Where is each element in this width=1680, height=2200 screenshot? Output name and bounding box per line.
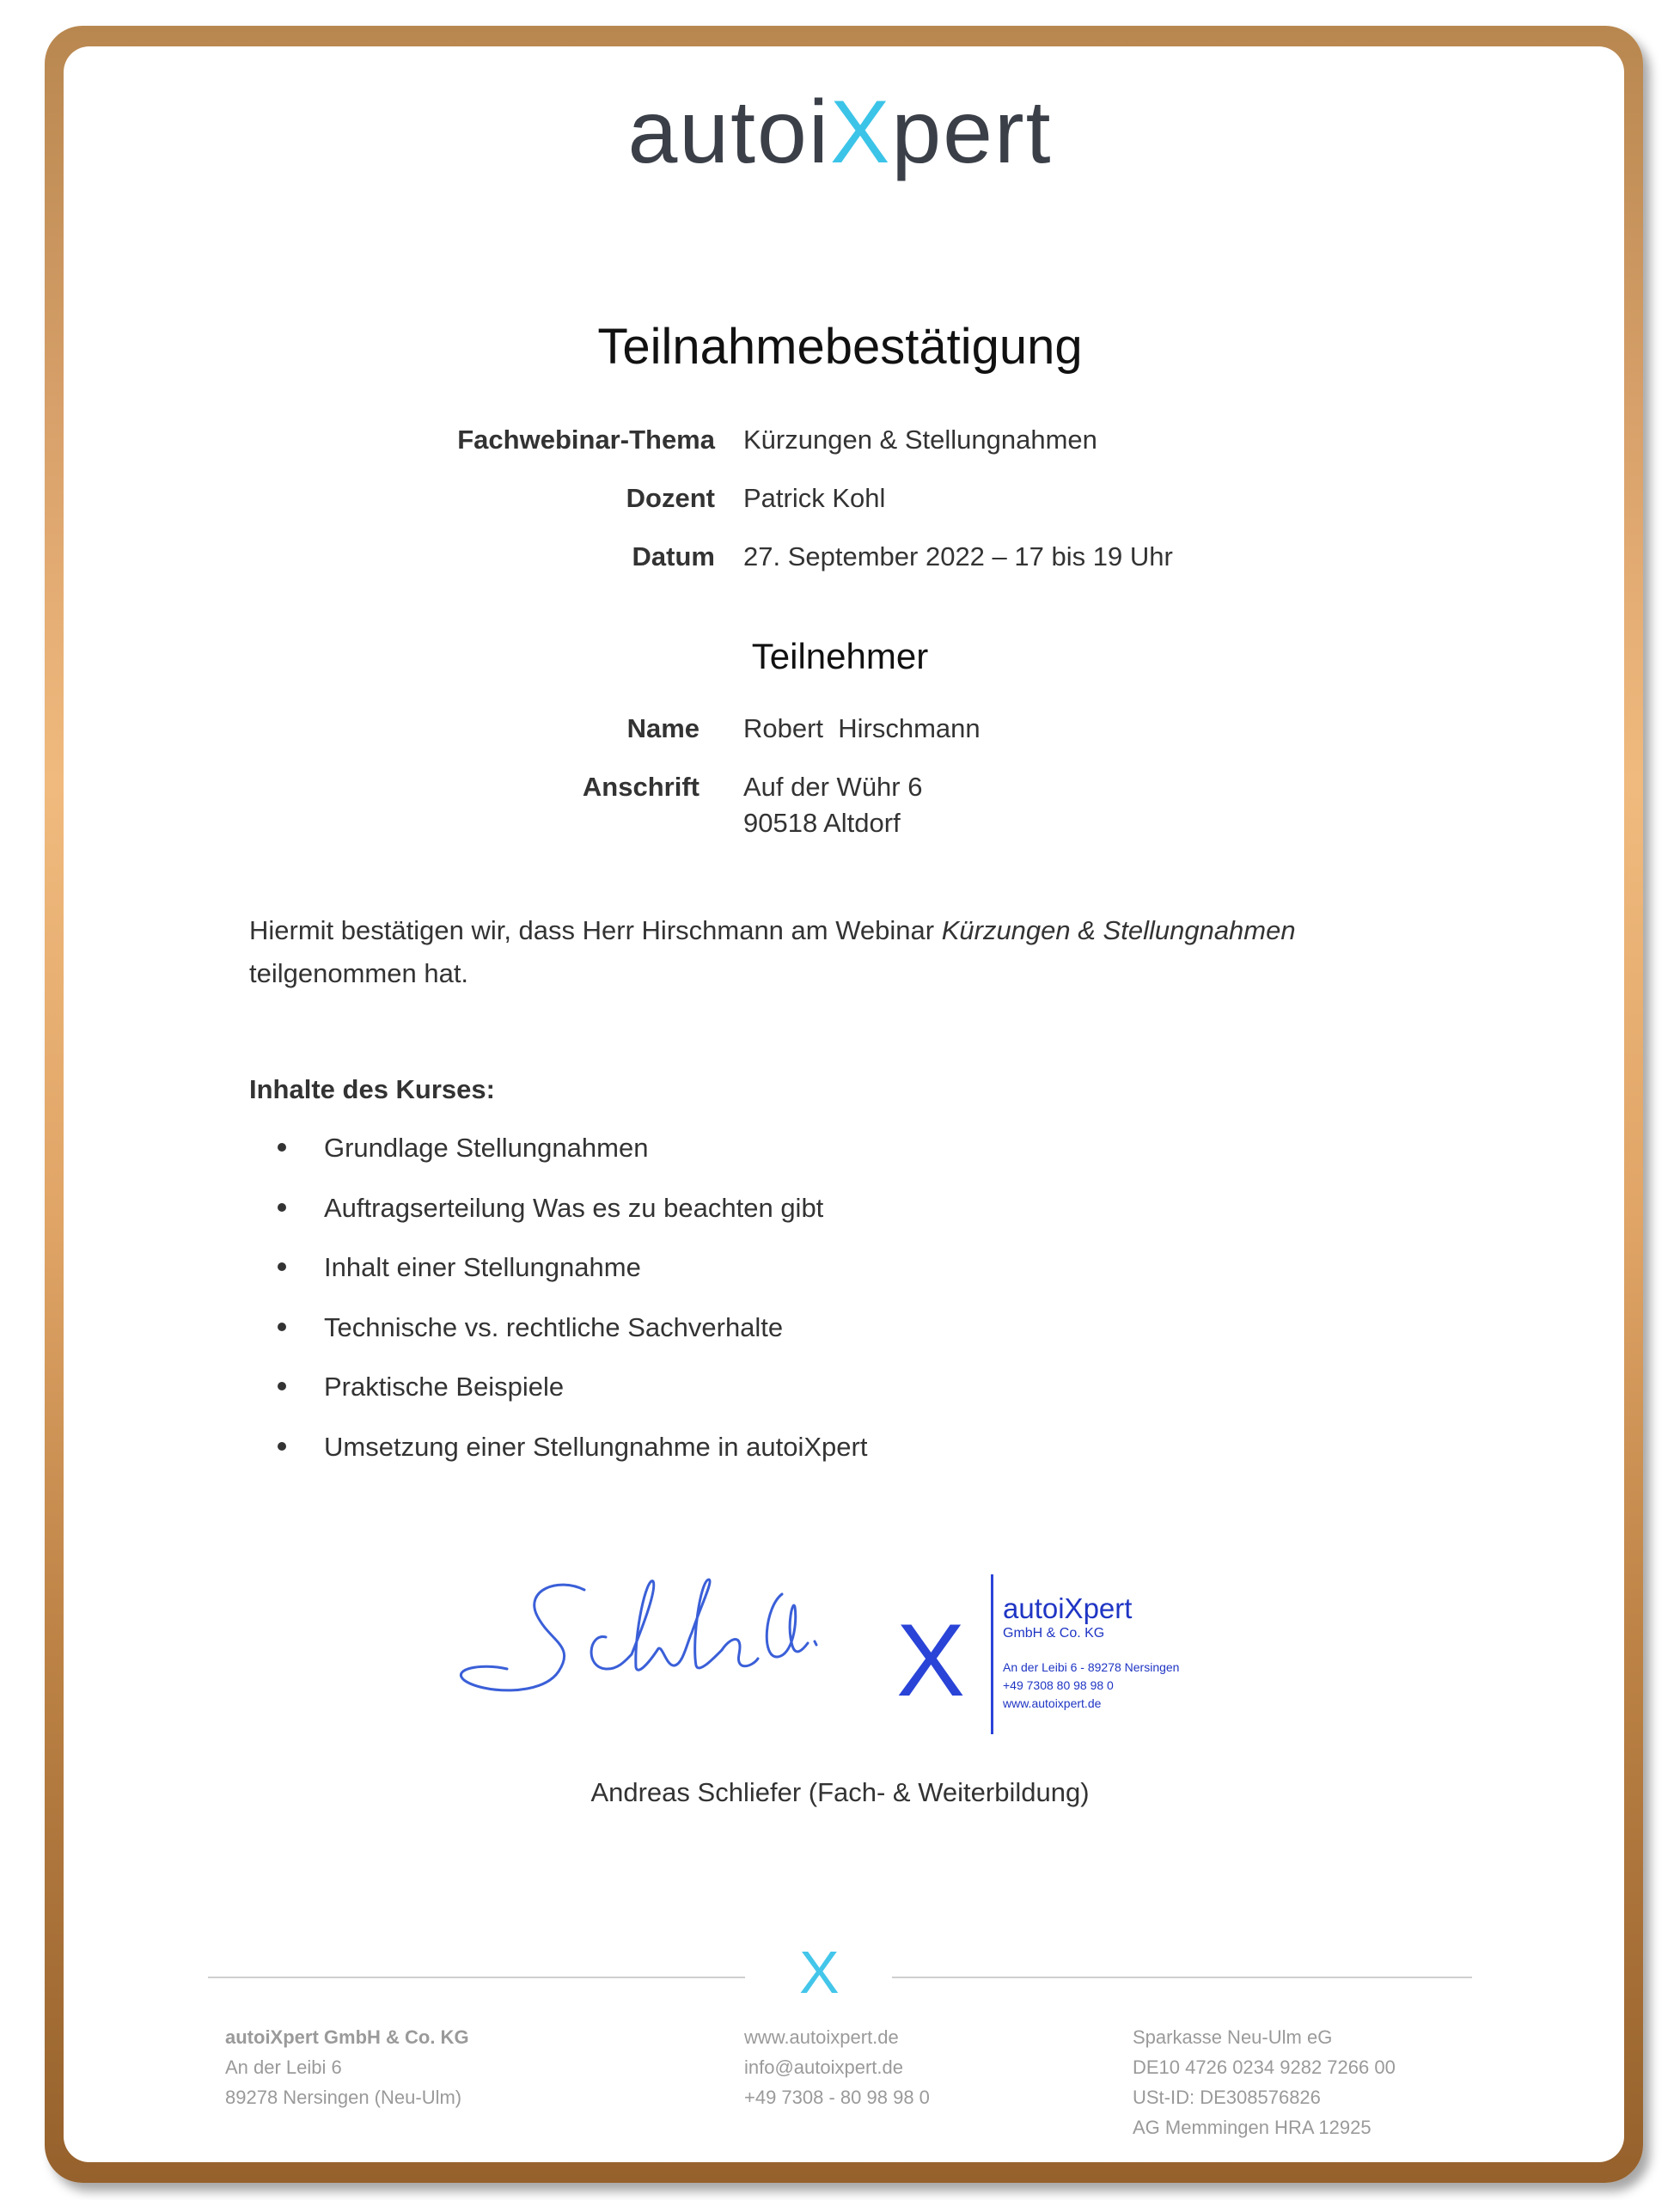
course-item-text: Technische vs. rechtliche Sachverhalte: [324, 1312, 784, 1342]
footer-bank: [1133, 2022, 1396, 2142]
course-item: [278, 1372, 564, 1402]
detail-label-lecturer: Dozent: [626, 483, 715, 513]
bullet-icon: [278, 1262, 286, 1271]
footer-bank-name: Sparkasse Neu-Ulm eG: [1133, 2026, 1333, 2048]
footer-iban: DE10 4726 0234 9282 7266 00: [1133, 2056, 1396, 2078]
footer-company-street: An der Leibi 6: [225, 2056, 342, 2078]
course-item: [278, 1193, 823, 1224]
stamp-web: www.autoixpert.de: [1003, 1696, 1102, 1710]
course-item: [278, 1133, 648, 1164]
logo-part1: autoi: [627, 82, 830, 182]
course-item: [278, 1252, 641, 1283]
detail-value-date: 27. September 2022 – 17 bis 19 Uhr: [743, 541, 1173, 571]
autoixpert-logo: [0, 82, 1680, 184]
detail-value-topic: Kürzungen & Stellungnahmen: [743, 425, 1097, 455]
footer-company: [225, 2022, 469, 2112]
footer-email-link[interactable]: info@autoixpert.de: [744, 2056, 904, 2078]
confirmation-webinar-title: Kürzungen & Stellungnahmen: [941, 915, 1296, 945]
footer-contact: [744, 2022, 930, 2112]
signer-caption: Andreas Schliefer (Fach- & Weiterbildung): [590, 1777, 1090, 1807]
detail-label-date: Datum: [632, 541, 715, 571]
footer-website-link[interactable]: www.autoixpert.de: [744, 2026, 899, 2048]
course-item-text: Auftragserteilung Was es zu beachten gibt: [324, 1193, 824, 1223]
footer-divider-left: [208, 1977, 745, 1978]
detail-value-lecturer: Patrick Kohl: [743, 483, 886, 513]
confirmation-paragraph: [249, 909, 1452, 995]
participant-address-line2: 90518 Altdorf: [743, 808, 901, 838]
participant-name-value: Robert Hirschmann: [743, 713, 981, 743]
bullet-icon: [278, 1143, 286, 1152]
footer-register: AG Memmingen HRA 12925: [1133, 2117, 1371, 2138]
footer-company-city: 89278 Nersingen (Neu-Ulm): [225, 2087, 462, 2108]
stamp-phone: +49 7308 80 98 98 0: [1003, 1678, 1114, 1692]
bullet-icon: [278, 1382, 286, 1390]
logo-x: X: [829, 82, 892, 182]
footer-vat-id: USt-ID: DE308576826: [1133, 2087, 1321, 2108]
confirmation-text-after: teilgenommen hat.: [249, 958, 469, 988]
footer-company-name: autoiXpert GmbH & Co. KG: [225, 2026, 469, 2048]
stamp-x-icon: X: [896, 1603, 966, 1718]
stamp-company-name: autoiXpert: [1003, 1592, 1133, 1624]
participant-name-label: Name: [626, 713, 699, 743]
participant-address-label: Anschrift: [582, 772, 699, 802]
stamp-contact: [1003, 1659, 1179, 1713]
confirmation-text-before: Hiermit bestätigen wir, dass Herr Hirschmann am Webinar: [249, 915, 942, 945]
bullet-icon: [278, 1442, 286, 1451]
course-item-text: Grundlage Stellungnahmen: [324, 1133, 649, 1163]
course-item: [278, 1312, 783, 1343]
footer-x-icon: X: [799, 1939, 840, 2006]
stamp-address: An der Leibi 6 - 89278 Nersingen: [1003, 1660, 1180, 1674]
course-item-text: Umsetzung einer Stellungnahme in autoiXpert: [324, 1432, 868, 1462]
stamp-divider: [991, 1574, 993, 1734]
participant-heading: Teilnehmer: [751, 636, 929, 676]
participant-address-line1: Auf der Wühr 6: [743, 772, 923, 802]
detail-label-topic: Fachwebinar-Thema: [457, 425, 715, 455]
bullet-icon: [278, 1323, 286, 1331]
footer-divider-right: [892, 1977, 1472, 1978]
page-title: Teilnahmebestätigung: [597, 319, 1083, 375]
footer-phone: +49 7308 - 80 98 98 0: [744, 2087, 930, 2108]
course-heading: Inhalte des Kurses:: [249, 1074, 495, 1104]
logo-part3: pert: [891, 82, 1053, 182]
course-item-text: Inhalt einer Stellungnahme: [324, 1252, 641, 1282]
stamp-company-form: GmbH & Co. KG: [1003, 1626, 1105, 1641]
course-item-text: Praktische Beispiele: [324, 1372, 565, 1402]
course-item: [278, 1432, 867, 1463]
bullet-icon: [278, 1203, 286, 1212]
handwritten-signature: [455, 1573, 877, 1710]
